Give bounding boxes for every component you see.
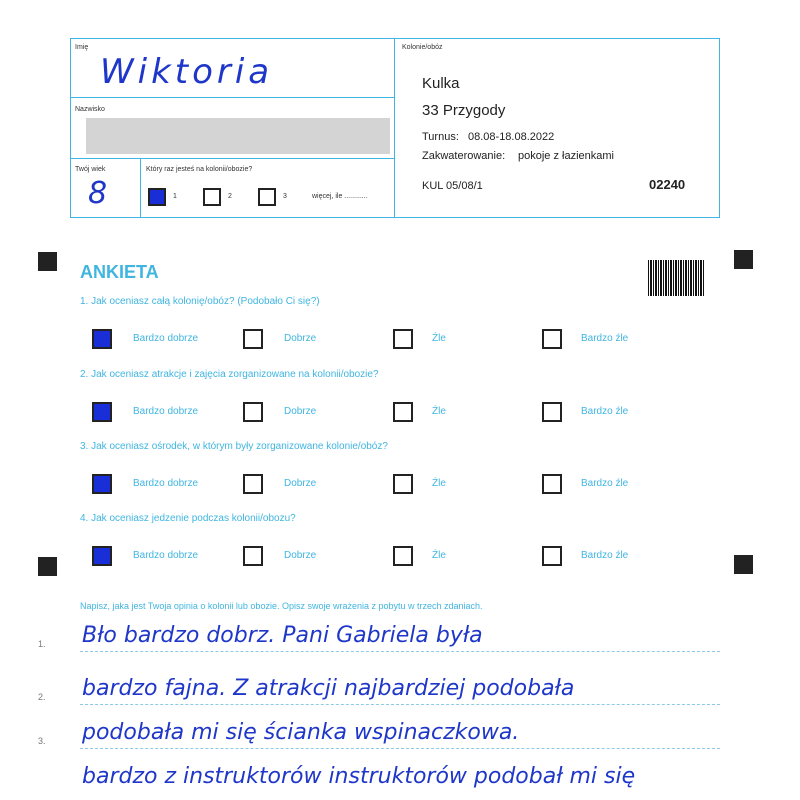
question-1-text: 1. Jak oceniasz całą kolonię/obóz? (Podobało Ci się?) xyxy=(80,296,320,307)
question-3-checkbox-3[interactable] xyxy=(393,474,413,494)
first-name-value: Wiktoria xyxy=(100,52,274,92)
question-2-checkbox-2[interactable] xyxy=(243,402,263,422)
surname-redacted xyxy=(86,118,390,154)
question-4-option-label-2: Dobrze xyxy=(284,550,317,561)
opinion-line-number-2: 2. xyxy=(38,692,46,702)
visit-count-more: więcej, ile ............ xyxy=(312,193,368,200)
opinion-prompt: Napisz, jaka jest Twoja opinia o kolonii lub obozie. Opisz swoje wrażenia z pobytu w trzech zdaniach. xyxy=(80,601,483,611)
turnus-value: 08.08-18.08.2022 xyxy=(468,131,555,143)
camp-program: 33 Przygody xyxy=(422,102,506,119)
opinion-line-number-3: 3. xyxy=(38,736,46,746)
question-3-checkbox-4[interactable] xyxy=(542,474,562,494)
camp-code: KUL 05/08/1 xyxy=(422,180,483,192)
question-2-option-label-1: Bardzo dobrze xyxy=(133,406,199,417)
visit-count-checkbox-3[interactable] xyxy=(258,188,276,206)
camp-org: Kulka xyxy=(422,75,460,92)
question-1-checkbox-3[interactable] xyxy=(393,329,413,349)
first-name-label: Imię xyxy=(75,44,89,51)
surname-label: Nazwisko xyxy=(75,106,105,113)
question-3-option-label-2: Dobrze xyxy=(284,478,317,489)
question-1-option-label-2: Dobrze xyxy=(284,333,317,344)
question-1-option-label-1: Bardzo dobrze xyxy=(133,333,199,344)
question-1-option-label-4: Bardzo źle xyxy=(581,333,629,344)
opinion-line-rule-2 xyxy=(80,704,720,705)
turnus-label: Turnus: xyxy=(422,131,459,143)
opinion-line-rule-1 xyxy=(80,651,720,652)
age-value: 8 xyxy=(88,176,108,211)
visit-count-option-2: 2 xyxy=(228,193,232,200)
age-label: Twój wiek xyxy=(75,166,106,173)
question-4-checkbox-2[interactable] xyxy=(243,546,263,566)
visit-count-checkbox-2[interactable] xyxy=(203,188,221,206)
question-2-text: 2. Jak oceniasz atrakcje i zajęcia zorganizowane na kolonii/obozie? xyxy=(80,369,379,380)
question-2-option-label-2: Dobrze xyxy=(284,406,317,417)
question-1-option-label-3: Źle xyxy=(432,333,446,344)
question-1-checkbox-1[interactable] xyxy=(92,329,112,349)
question-3-option-label-1: Bardzo dobrze xyxy=(133,478,199,489)
question-2-checkbox-3[interactable] xyxy=(393,402,413,422)
question-2-checkbox-4[interactable] xyxy=(542,402,562,422)
question-4-option-label-1: Bardzo dobrze xyxy=(133,550,199,561)
registration-mark-bottom-left xyxy=(38,557,57,576)
opinion-handwritten-line-1: Bło bardzo dobrz. Pani Gabriela była xyxy=(82,623,483,648)
question-4-text: 4. Jak oceniasz jedzenie podczas kolonii/obozu? xyxy=(80,513,296,524)
registration-mark-top-left xyxy=(38,252,57,271)
opinion-handwritten-line-3: podobała mi się ścianka wspinaczkowa. xyxy=(82,720,520,745)
question-3-text: 3. Jak oceniasz ośrodek, w którym były zorganizowane kolonie/obóz? xyxy=(80,441,388,452)
question-4-checkbox-1[interactable] xyxy=(92,546,112,566)
registration-mark-bottom-right xyxy=(734,555,753,574)
camp-label: Kolonie/obóz xyxy=(402,44,443,51)
survey-title: ANKIETA xyxy=(80,262,159,282)
barcode xyxy=(648,260,704,296)
registration-mark-top-right xyxy=(734,250,753,269)
question-4-checkbox-3[interactable] xyxy=(393,546,413,566)
opinion-handwritten-line-2: bardzo fajna. Z atrakcji najbardziej podobała xyxy=(82,676,575,701)
visit-count-option-3: 3 xyxy=(283,193,287,200)
question-4-checkbox-4[interactable] xyxy=(542,546,562,566)
visit-count-option-1: 1 xyxy=(173,193,177,200)
question-3-option-label-3: Źle xyxy=(432,478,446,489)
divider-surname-age xyxy=(70,158,395,159)
opinion-line-number-1: 1. xyxy=(38,639,46,649)
question-4-option-label-4: Bardzo źle xyxy=(581,550,629,561)
accommodation-label: Zakwaterowanie: xyxy=(422,150,506,162)
visit-count-label: Który raz jesteś na kolonii/obozie? xyxy=(146,166,253,173)
question-2-option-label-3: Źle xyxy=(432,406,446,417)
question-1-checkbox-4[interactable] xyxy=(542,329,562,349)
form-number: 02240 xyxy=(649,177,686,192)
opinion-line-rule-3 xyxy=(80,748,720,749)
question-2-checkbox-1[interactable] xyxy=(92,402,112,422)
visit-count-checkbox-1[interactable] xyxy=(148,188,166,206)
question-3-checkbox-2[interactable] xyxy=(243,474,263,494)
divider-name-surname xyxy=(70,97,395,98)
question-2-option-label-4: Bardzo źle xyxy=(581,406,629,417)
accommodation-value: pokoje z łazienkami xyxy=(518,150,614,162)
question-4-option-label-3: Źle xyxy=(432,550,446,561)
question-1-checkbox-2[interactable] xyxy=(243,329,263,349)
divider-age-count xyxy=(140,158,141,218)
opinion-handwritten-line-4: bardzo z instruktorów instruktorów podobał mi się xyxy=(82,764,636,789)
question-3-option-label-4: Bardzo źle xyxy=(581,478,629,489)
question-3-checkbox-1[interactable] xyxy=(92,474,112,494)
